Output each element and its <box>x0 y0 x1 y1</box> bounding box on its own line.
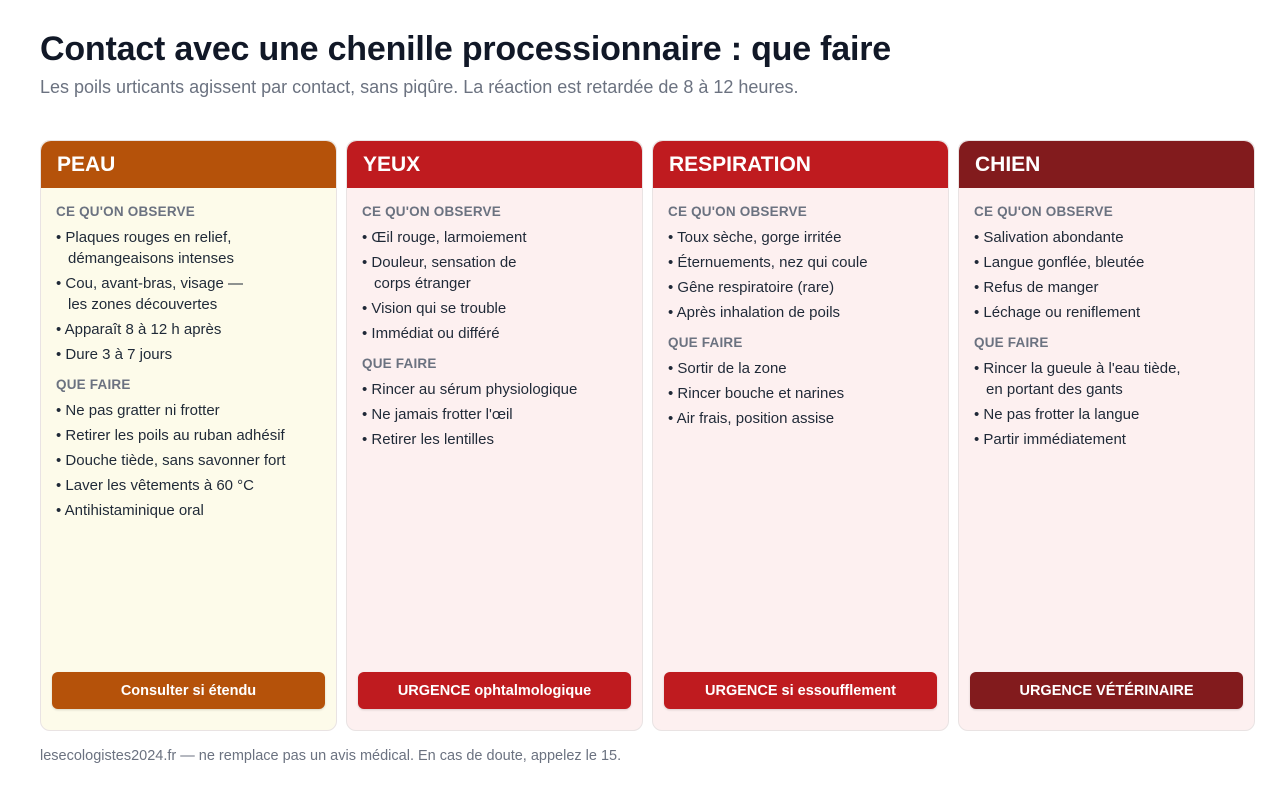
list-item-text: Antihistaminique oral <box>64 502 204 519</box>
urgence-veterinaire-button[interactable]: URGENCE VÉTÉRINAIRE <box>970 672 1243 709</box>
card-title: CHIEN <box>975 152 1041 176</box>
list-item-text: Retirer les lentilles <box>371 431 494 448</box>
todo-list <box>56 400 321 521</box>
urgence-ophtalmo-button[interactable]: URGENCE ophtalmologique <box>358 672 631 709</box>
list-item-text: Salivation abondante <box>983 229 1124 246</box>
list-item <box>974 252 1239 273</box>
list-item-text-continued: en portant des gants <box>986 381 1123 398</box>
list-item-text: Refus de manger <box>983 279 1099 296</box>
list-item-text: Après inhalation de poils <box>676 304 841 321</box>
list-item <box>974 277 1239 298</box>
list-item-text: Rincer bouche et narines <box>677 385 845 402</box>
card-respiration <box>652 140 949 731</box>
list-item <box>56 400 321 421</box>
list-item-text-continued: corps étranger <box>374 275 471 292</box>
list-item <box>668 358 933 379</box>
list-item <box>974 358 1239 400</box>
list-item <box>362 323 627 344</box>
footer-note: lesecologistes2024.fr — ne remplace pas un avis médical. En cas de doute, appelez le 15. <box>40 748 622 764</box>
card-title: PEAU <box>57 152 116 176</box>
list-item <box>56 319 321 340</box>
list-item <box>56 450 321 471</box>
list-item-text: Cou, avant-bras, visage — <box>65 275 244 292</box>
todo-list <box>362 379 627 450</box>
cards-container <box>40 140 1255 731</box>
list-item-text: Langue gonflée, bleutée <box>983 254 1145 271</box>
list-item <box>974 302 1239 323</box>
list-item-text: Œil rouge, larmoiement <box>371 229 527 246</box>
observe-label: CE QU'ON OBSERVE <box>362 204 501 219</box>
card-header <box>41 141 336 188</box>
list-item <box>668 252 933 273</box>
list-item-text: Ne pas gratter ni frotter <box>65 402 220 419</box>
list-item <box>362 404 627 425</box>
list-item-text: Douche tiède, sans savonner fort <box>65 452 286 469</box>
list-item-text: Plaques rouges en relief, <box>65 229 232 246</box>
list-item-text: Laver les vêtements à 60 °C <box>65 477 255 494</box>
card-body <box>653 188 948 429</box>
list-item <box>974 227 1239 248</box>
list-item <box>56 500 321 521</box>
list-item <box>56 475 321 496</box>
card-chien <box>958 140 1255 731</box>
list-item-text: Léchage ou reniflement <box>983 304 1141 321</box>
list-item <box>362 298 627 319</box>
card-title: YEUX <box>363 152 421 176</box>
list-item-text-continued: démangeaisons intenses <box>68 250 234 267</box>
observe-label: CE QU'ON OBSERVE <box>974 204 1113 219</box>
list-item-text: Dure 3 à 7 jours <box>65 346 173 363</box>
card-header <box>653 141 948 188</box>
observe-list <box>974 227 1239 323</box>
list-item-text: Sortir de la zone <box>677 360 787 377</box>
list-item-text: Éternuements, nez qui coule <box>677 254 868 271</box>
list-item <box>362 429 627 450</box>
page-title: Contact avec une chenille processionnaire : que faire <box>40 30 892 68</box>
observe-label: CE QU'ON OBSERVE <box>668 204 807 219</box>
card-peau <box>40 140 337 731</box>
list-item-text: Rincer la gueule à l'eau tiède, <box>983 360 1181 377</box>
list-item <box>668 227 933 248</box>
list-item <box>56 273 321 315</box>
list-item <box>362 252 627 294</box>
list-item <box>668 277 933 298</box>
list-item-text: Douleur, sensation de <box>371 254 517 271</box>
list-item-text: Apparaît 8 à 12 h après <box>64 321 222 338</box>
card-header <box>959 141 1254 188</box>
list-item <box>668 302 933 323</box>
list-item-text: Retirer les poils au ruban adhésif <box>65 427 285 444</box>
list-item-text-continued: les zones découvertes <box>68 296 218 313</box>
list-item <box>56 425 321 446</box>
consult-button[interactable]: Consulter si étendu <box>52 672 325 709</box>
list-item-text: Toux sèche, gorge irritée <box>677 229 842 246</box>
page-subtitle: Les poils urticants agissent par contact, sans piqûre. La réaction est retardée de 8 à 12 heures. <box>40 77 799 97</box>
todo-list <box>974 358 1239 450</box>
list-item <box>56 227 321 269</box>
list-item <box>668 408 933 429</box>
card-title: RESPIRATION <box>669 152 811 176</box>
card-header <box>347 141 642 188</box>
todo-label: QUE FAIRE <box>362 356 437 371</box>
card-body <box>347 188 642 450</box>
urgence-respiration-button[interactable]: URGENCE si essoufflement <box>664 672 937 709</box>
list-item-text: Partir immédiatement <box>983 431 1126 448</box>
list-item <box>362 379 627 400</box>
card-yeux <box>346 140 643 731</box>
todo-label: QUE FAIRE <box>56 377 131 392</box>
card-body <box>41 188 336 521</box>
todo-label: QUE FAIRE <box>668 335 743 350</box>
list-item-text: Air frais, position assise <box>676 410 835 427</box>
list-item <box>974 429 1239 450</box>
todo-list <box>668 358 933 429</box>
list-item <box>974 404 1239 425</box>
todo-label: QUE FAIRE <box>974 335 1049 350</box>
observe-list <box>668 227 933 323</box>
list-item-text: Vision qui se trouble <box>371 300 507 317</box>
list-item-text: Ne jamais frotter l'œil <box>371 406 513 423</box>
observe-list <box>56 227 321 365</box>
card-body <box>959 188 1254 450</box>
list-item <box>56 344 321 365</box>
list-item-text: Immédiat ou différé <box>371 325 500 342</box>
list-item-text: Gêne respiratoire (rare) <box>677 279 835 296</box>
list-item <box>668 383 933 404</box>
list-item-text: Rincer au sérum physiologique <box>371 381 578 398</box>
list-item <box>362 227 627 248</box>
list-item-text: Ne pas frotter la langue <box>983 406 1140 423</box>
observe-label: CE QU'ON OBSERVE <box>56 204 195 219</box>
observe-list <box>362 227 627 344</box>
